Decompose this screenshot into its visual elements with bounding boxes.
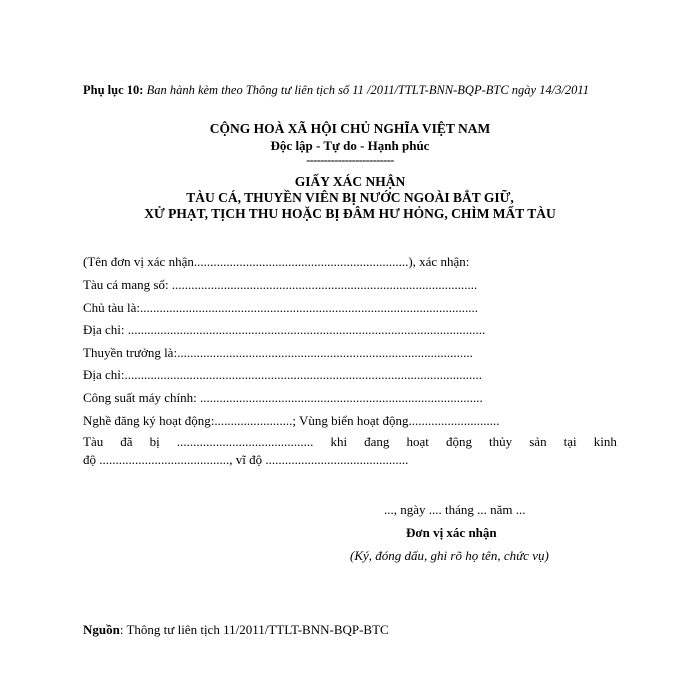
field-captain: Thuyền trưởng là:........................................................................................... [83, 345, 473, 360]
incident-word: tại [563, 434, 577, 449]
field-incident [83, 434, 617, 450]
field-captain-address: Địa chỉ:.............................................................................................................. [83, 367, 483, 382]
field-unit: (Tên đơn vị xác nhận..................................................................), xác nhận: [83, 254, 470, 269]
signature-note: (Ký, đóng dấu, ghi rõ họ tên, chức vụ) [350, 548, 549, 563]
incident-word: đang [364, 434, 390, 449]
heading-divider: ------------------------- [306, 153, 394, 167]
incident-word: sản [529, 434, 547, 449]
incident-word: hoạt [406, 434, 429, 449]
appendix-note [83, 82, 617, 99]
incident-word: thủy [489, 434, 513, 449]
field-boat-number: Tàu cá mang số: .............................................................................................. [83, 277, 478, 292]
field-owner: Chủ tàu là:........................................................................................................ [83, 300, 479, 315]
appendix-text: Ban hành kèm theo Thông tư liên tịch số 11 /2011/TTLT-BNN-BQP-BTC ngày 14/3/2011 [143, 83, 589, 97]
document-subtitle-1: TÀU CÁ, THUYỀN VIÊN BỊ NƯỚC NGOÀI BẮT GIỮ, [186, 190, 514, 205]
source-note [83, 622, 389, 638]
incident-word: khi [330, 434, 348, 449]
nation-heading: CỘNG HOÀ XÃ HỘI CHỦ NGHĨA VIỆT NAM [209, 121, 491, 136]
document-title: GIẤY XÁC NHẬN [294, 174, 406, 189]
incident-word: động [445, 434, 472, 449]
field-owner-address: Địa chỉ: .............................................................................................................. [83, 322, 486, 337]
motto: Độc lập - Tự do - Hạnh phúc [270, 138, 430, 153]
incident-word: đã [120, 434, 133, 449]
field-coordinates: độ ........................................, vĩ độ ............................................ [83, 452, 409, 467]
incident-word: bị [149, 434, 160, 449]
field-license: Nghề đăng ký hoạt động:........................; Vùng biển hoạt động............................ [83, 413, 500, 428]
appendix-label: Phụ lục 10: [83, 83, 144, 97]
incident-word: .......................................... [176, 434, 314, 449]
field-engine-power: Công suất máy chính: ....................................................................................... [83, 390, 483, 405]
incident-word: Tàu [83, 434, 104, 449]
signature-date: ..., ngày .... tháng ... năm ... [384, 502, 526, 517]
document-subtitle-2: XỬ PHẠT, TỊCH THU HOẶC BỊ ĐÂM HƯ HỎNG, CHÌM MẤT TÀU [144, 206, 556, 221]
source-text: : Thông tư liên tịch 11/2011/TTLT-BNN-BQP-BTC [119, 622, 389, 637]
source-label: Nguồn [83, 622, 120, 637]
incident-word: kinh [593, 434, 617, 449]
signature-title: Đơn vị xác nhận [406, 525, 497, 540]
